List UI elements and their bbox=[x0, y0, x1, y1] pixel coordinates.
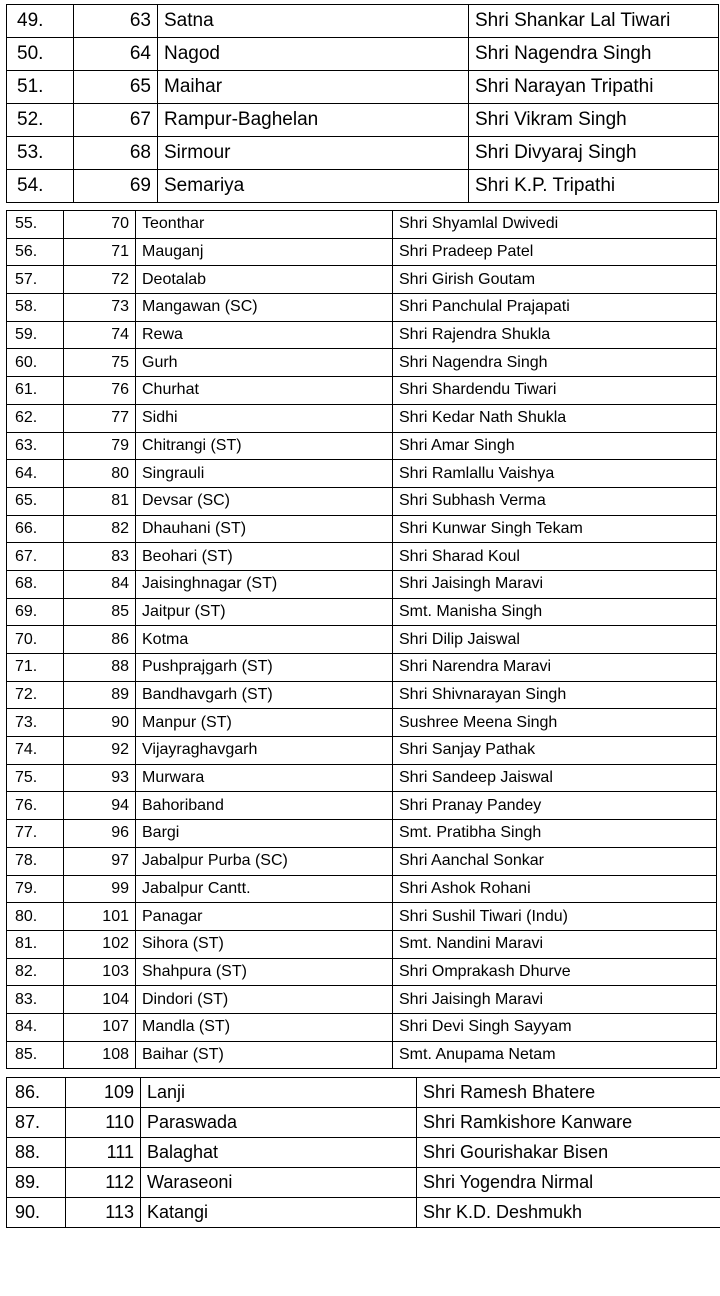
serial-number-cell: 73. bbox=[7, 709, 64, 737]
constituency-name-cell: Vijayraghavgarh bbox=[136, 737, 393, 765]
candidate-name-cell: Shri Shardendu Tiwari bbox=[393, 377, 717, 405]
table-row bbox=[7, 709, 717, 737]
constituency-name-cell: Panagar bbox=[136, 903, 393, 931]
candidate-name-cell: Sushree Meena Singh bbox=[393, 709, 717, 737]
table-row bbox=[7, 764, 717, 792]
constituency-number-cell: 65 bbox=[74, 71, 158, 104]
constituency-number-cell: 68 bbox=[74, 137, 158, 170]
candidate-name-cell: Shri Amar Singh bbox=[393, 432, 717, 460]
constituency-number-cell: 97 bbox=[64, 847, 136, 875]
serial-number-cell: 71. bbox=[7, 654, 64, 682]
constituency-name-cell: Chitrangi (ST) bbox=[136, 432, 393, 460]
constituency-name-cell: Dhauhani (ST) bbox=[136, 515, 393, 543]
table-row bbox=[7, 515, 717, 543]
serial-number-cell: 80. bbox=[7, 903, 64, 931]
serial-number-cell: 60. bbox=[7, 349, 64, 377]
constituency-name-cell: Churhat bbox=[136, 377, 393, 405]
table-row bbox=[7, 875, 717, 903]
serial-number-cell: 75. bbox=[7, 764, 64, 792]
constituency-number-cell: 99 bbox=[64, 875, 136, 903]
table-row bbox=[7, 1013, 717, 1041]
serial-number-cell: 64. bbox=[7, 460, 64, 488]
candidate-name-cell: Shri Sharad Koul bbox=[393, 543, 717, 571]
candidate-name-cell: Shri Vikram Singh bbox=[469, 104, 719, 137]
constituency-number-cell: 77 bbox=[64, 404, 136, 432]
table-row bbox=[7, 460, 717, 488]
constituency-name-cell: Katangi bbox=[141, 1198, 417, 1228]
constituency-name-cell: Rampur-Baghelan bbox=[158, 104, 469, 137]
constituency-name-cell: Mangawan (SC) bbox=[136, 294, 393, 322]
constituency-number-cell: 81 bbox=[64, 487, 136, 515]
constituency-name-cell: Jaisinghnagar (ST) bbox=[136, 570, 393, 598]
candidate-name-cell: Shri Jaisingh Maravi bbox=[393, 986, 717, 1014]
table-row bbox=[7, 626, 717, 654]
constituency-number-cell: 108 bbox=[64, 1041, 136, 1069]
table-row bbox=[7, 349, 717, 377]
constituency-name-cell: Beohari (ST) bbox=[136, 543, 393, 571]
serial-number-cell: 78. bbox=[7, 847, 64, 875]
constituency-number-cell: 112 bbox=[66, 1168, 141, 1198]
constituency-name-cell: Sihora (ST) bbox=[136, 930, 393, 958]
constituency-number-cell: 82 bbox=[64, 515, 136, 543]
serial-number-cell: 77. bbox=[7, 820, 64, 848]
serial-number-cell: 65. bbox=[7, 487, 64, 515]
candidate-name-cell: Shri Kedar Nath Shukla bbox=[393, 404, 717, 432]
constituency-name-cell: Maihar bbox=[158, 71, 469, 104]
table-row bbox=[7, 681, 717, 709]
constituency-name-cell: Jabalpur Cantt. bbox=[136, 875, 393, 903]
candidate-table-part-3 bbox=[6, 1077, 720, 1228]
serial-number-cell: 54. bbox=[7, 170, 74, 203]
serial-number-cell: 59. bbox=[7, 321, 64, 349]
constituency-name-cell: Jabalpur Purba (SC) bbox=[136, 847, 393, 875]
table-row bbox=[7, 1078, 720, 1108]
constituency-number-cell: 92 bbox=[64, 737, 136, 765]
table-row bbox=[7, 321, 717, 349]
table-row bbox=[7, 654, 717, 682]
candidate-name-cell: Shri Nagendra Singh bbox=[393, 349, 717, 377]
constituency-name-cell: Sirmour bbox=[158, 137, 469, 170]
table-row bbox=[7, 986, 717, 1014]
table-row bbox=[7, 792, 717, 820]
candidate-name-cell: Shri Pranay Pandey bbox=[393, 792, 717, 820]
table-row bbox=[7, 432, 717, 460]
constituency-name-cell: Manpur (ST) bbox=[136, 709, 393, 737]
constituency-number-cell: 104 bbox=[64, 986, 136, 1014]
constituency-number-cell: 76 bbox=[64, 377, 136, 405]
serial-number-cell: 69. bbox=[7, 598, 64, 626]
constituency-number-cell: 79 bbox=[64, 432, 136, 460]
candidate-name-cell: Shri Devi Singh Sayyam bbox=[393, 1013, 717, 1041]
constituency-number-cell: 83 bbox=[64, 543, 136, 571]
constituency-name-cell: Balaghat bbox=[141, 1138, 417, 1168]
constituency-number-cell: 102 bbox=[64, 930, 136, 958]
serial-number-cell: 85. bbox=[7, 1041, 64, 1069]
table-row bbox=[7, 1138, 720, 1168]
candidate-name-cell: Shri Omprakash Dhurve bbox=[393, 958, 717, 986]
candidate-name-cell: Shri Sushil Tiwari (Indu) bbox=[393, 903, 717, 931]
constituency-name-cell: Semariya bbox=[158, 170, 469, 203]
table-row bbox=[7, 238, 717, 266]
serial-number-cell: 63. bbox=[7, 432, 64, 460]
serial-number-cell: 90. bbox=[7, 1198, 66, 1228]
serial-number-cell: 61. bbox=[7, 377, 64, 405]
constituency-number-cell: 90 bbox=[64, 709, 136, 737]
constituency-number-cell: 71 bbox=[64, 238, 136, 266]
constituency-number-cell: 70 bbox=[64, 211, 136, 239]
serial-number-cell: 66. bbox=[7, 515, 64, 543]
candidate-name-cell: Shri Dilip Jaiswal bbox=[393, 626, 717, 654]
candidate-name-cell: Shri Pradeep Patel bbox=[393, 238, 717, 266]
candidate-name-cell: Shri Sanjay Pathak bbox=[393, 737, 717, 765]
candidate-name-cell: Shri Sandeep Jaiswal bbox=[393, 764, 717, 792]
table-row bbox=[7, 737, 717, 765]
candidate-name-cell: Smt. Pratibha Singh bbox=[393, 820, 717, 848]
serial-number-cell: 74. bbox=[7, 737, 64, 765]
candidate-name-cell: Shri Ashok Rohani bbox=[393, 875, 717, 903]
constituency-number-cell: 101 bbox=[64, 903, 136, 931]
table-row bbox=[7, 38, 719, 71]
constituency-number-cell: 96 bbox=[64, 820, 136, 848]
table-row bbox=[7, 104, 719, 137]
table-row bbox=[7, 543, 717, 571]
table-row bbox=[7, 1108, 720, 1138]
table-row bbox=[7, 137, 719, 170]
candidate-name-cell: Shri Ramesh Bhatere bbox=[417, 1078, 720, 1108]
table-row bbox=[7, 903, 717, 931]
serial-number-cell: 76. bbox=[7, 792, 64, 820]
constituency-name-cell: Bahoriband bbox=[136, 792, 393, 820]
candidate-name-cell: Shri Shivnarayan Singh bbox=[393, 681, 717, 709]
candidate-name-cell: Shri Nagendra Singh bbox=[469, 38, 719, 71]
constituency-number-cell: 73 bbox=[64, 294, 136, 322]
serial-number-cell: 55. bbox=[7, 211, 64, 239]
candidate-name-cell: Shri Shyamlal Dwivedi bbox=[393, 211, 717, 239]
constituency-name-cell: Mauganj bbox=[136, 238, 393, 266]
constituency-number-cell: 63 bbox=[74, 5, 158, 38]
serial-number-cell: 72. bbox=[7, 681, 64, 709]
constituency-number-cell: 88 bbox=[64, 654, 136, 682]
serial-number-cell: 79. bbox=[7, 875, 64, 903]
serial-number-cell: 56. bbox=[7, 238, 64, 266]
constituency-number-cell: 80 bbox=[64, 460, 136, 488]
constituency-name-cell: Dindori (ST) bbox=[136, 986, 393, 1014]
table-row bbox=[7, 598, 717, 626]
constituency-name-cell: Satna bbox=[158, 5, 469, 38]
table-row bbox=[7, 1168, 720, 1198]
candidate-name-cell: Shri Divyaraj Singh bbox=[469, 137, 719, 170]
constituency-number-cell: 69 bbox=[74, 170, 158, 203]
candidate-name-cell: Shri Narendra Maravi bbox=[393, 654, 717, 682]
table-row bbox=[7, 211, 717, 239]
table-row bbox=[7, 266, 717, 294]
candidate-name-cell: Smt. Nandini Maravi bbox=[393, 930, 717, 958]
constituency-name-cell: Murwara bbox=[136, 764, 393, 792]
constituency-name-cell: Shahpura (ST) bbox=[136, 958, 393, 986]
constituency-number-cell: 64 bbox=[74, 38, 158, 71]
table-row bbox=[7, 930, 717, 958]
candidate-name-cell: Shri Aanchal Sonkar bbox=[393, 847, 717, 875]
candidate-name-cell: Shri Narayan Tripathi bbox=[469, 71, 719, 104]
candidate-name-cell: Shri Panchulal Prajapati bbox=[393, 294, 717, 322]
constituency-name-cell: Kotma bbox=[136, 626, 393, 654]
table-row bbox=[7, 404, 717, 432]
constituency-number-cell: 111 bbox=[66, 1138, 141, 1168]
constituency-name-cell: Waraseoni bbox=[141, 1168, 417, 1198]
constituency-number-cell: 84 bbox=[64, 570, 136, 598]
candidate-table-part-2 bbox=[6, 210, 717, 1069]
constituency-number-cell: 89 bbox=[64, 681, 136, 709]
candidate-name-cell: Shri Subhash Verma bbox=[393, 487, 717, 515]
table-row bbox=[7, 487, 717, 515]
table-row bbox=[7, 377, 717, 405]
constituency-number-cell: 85 bbox=[64, 598, 136, 626]
candidate-name-cell: Shri K.P. Tripathi bbox=[469, 170, 719, 203]
candidate-name-cell: Smt. Manisha Singh bbox=[393, 598, 717, 626]
candidate-name-cell: Shri Rajendra Shukla bbox=[393, 321, 717, 349]
serial-number-cell: 51. bbox=[7, 71, 74, 104]
constituency-name-cell: Singrauli bbox=[136, 460, 393, 488]
constituency-name-cell: Jaitpur (ST) bbox=[136, 598, 393, 626]
serial-number-cell: 57. bbox=[7, 266, 64, 294]
serial-number-cell: 58. bbox=[7, 294, 64, 322]
constituency-number-cell: 86 bbox=[64, 626, 136, 654]
table-row bbox=[7, 294, 717, 322]
constituency-number-cell: 75 bbox=[64, 349, 136, 377]
table-row bbox=[7, 820, 717, 848]
serial-number-cell: 50. bbox=[7, 38, 74, 71]
candidate-name-cell: Shr K.D. Deshmukh bbox=[417, 1198, 720, 1228]
constituency-name-cell: Gurh bbox=[136, 349, 393, 377]
table-row bbox=[7, 5, 719, 38]
table-row bbox=[7, 1041, 717, 1069]
constituency-name-cell: Nagod bbox=[158, 38, 469, 71]
candidate-name-cell: Shri Gourishakar Bisen bbox=[417, 1138, 720, 1168]
candidate-name-cell: Shri Kunwar Singh Tekam bbox=[393, 515, 717, 543]
serial-number-cell: 53. bbox=[7, 137, 74, 170]
serial-number-cell: 49. bbox=[7, 5, 74, 38]
serial-number-cell: 68. bbox=[7, 570, 64, 598]
table-row bbox=[7, 71, 719, 104]
serial-number-cell: 89. bbox=[7, 1168, 66, 1198]
serial-number-cell: 70. bbox=[7, 626, 64, 654]
constituency-name-cell: Rewa bbox=[136, 321, 393, 349]
constituency-name-cell: Deotalab bbox=[136, 266, 393, 294]
serial-number-cell: 67. bbox=[7, 543, 64, 571]
serial-number-cell: 62. bbox=[7, 404, 64, 432]
candidate-name-cell: Shri Ramlallu Vaishya bbox=[393, 460, 717, 488]
constituency-number-cell: 103 bbox=[64, 958, 136, 986]
serial-number-cell: 82. bbox=[7, 958, 64, 986]
constituency-name-cell: Devsar (SC) bbox=[136, 487, 393, 515]
serial-number-cell: 81. bbox=[7, 930, 64, 958]
serial-number-cell: 86. bbox=[7, 1078, 66, 1108]
constituency-number-cell: 72 bbox=[64, 266, 136, 294]
constituency-number-cell: 107 bbox=[64, 1013, 136, 1041]
table-row bbox=[7, 570, 717, 598]
candidate-name-cell: Shri Girish Goutam bbox=[393, 266, 717, 294]
serial-number-cell: 87. bbox=[7, 1108, 66, 1138]
candidate-table-part-1 bbox=[6, 4, 719, 203]
serial-number-cell: 88. bbox=[7, 1138, 66, 1168]
serial-number-cell: 84. bbox=[7, 1013, 64, 1041]
candidate-name-cell: Smt. Anupama Netam bbox=[393, 1041, 717, 1069]
candidate-name-cell: Shri Ramkishore Kanware bbox=[417, 1108, 720, 1138]
table-row bbox=[7, 1198, 720, 1228]
constituency-name-cell: Bandhavgarh (ST) bbox=[136, 681, 393, 709]
serial-number-cell: 83. bbox=[7, 986, 64, 1014]
constituency-name-cell: Paraswada bbox=[141, 1108, 417, 1138]
constituency-number-cell: 93 bbox=[64, 764, 136, 792]
constituency-name-cell: Teonthar bbox=[136, 211, 393, 239]
constituency-number-cell: 110 bbox=[66, 1108, 141, 1138]
constituency-number-cell: 94 bbox=[64, 792, 136, 820]
constituency-number-cell: 109 bbox=[66, 1078, 141, 1108]
candidate-name-cell: Shri Yogendra Nirmal bbox=[417, 1168, 720, 1198]
constituency-name-cell: Baihar (ST) bbox=[136, 1041, 393, 1069]
constituency-number-cell: 67 bbox=[74, 104, 158, 137]
candidate-name-cell: Shri Jaisingh Maravi bbox=[393, 570, 717, 598]
constituency-name-cell: Mandla (ST) bbox=[136, 1013, 393, 1041]
constituency-number-cell: 113 bbox=[66, 1198, 141, 1228]
constituency-name-cell: Pushprajgarh (ST) bbox=[136, 654, 393, 682]
table-row bbox=[7, 170, 719, 203]
constituency-number-cell: 74 bbox=[64, 321, 136, 349]
candidate-name-cell: Shri Shankar Lal Tiwari bbox=[469, 5, 719, 38]
table-row bbox=[7, 958, 717, 986]
constituency-name-cell: Lanji bbox=[141, 1078, 417, 1108]
serial-number-cell: 52. bbox=[7, 104, 74, 137]
constituency-name-cell: Bargi bbox=[136, 820, 393, 848]
table-row bbox=[7, 847, 717, 875]
constituency-name-cell: Sidhi bbox=[136, 404, 393, 432]
